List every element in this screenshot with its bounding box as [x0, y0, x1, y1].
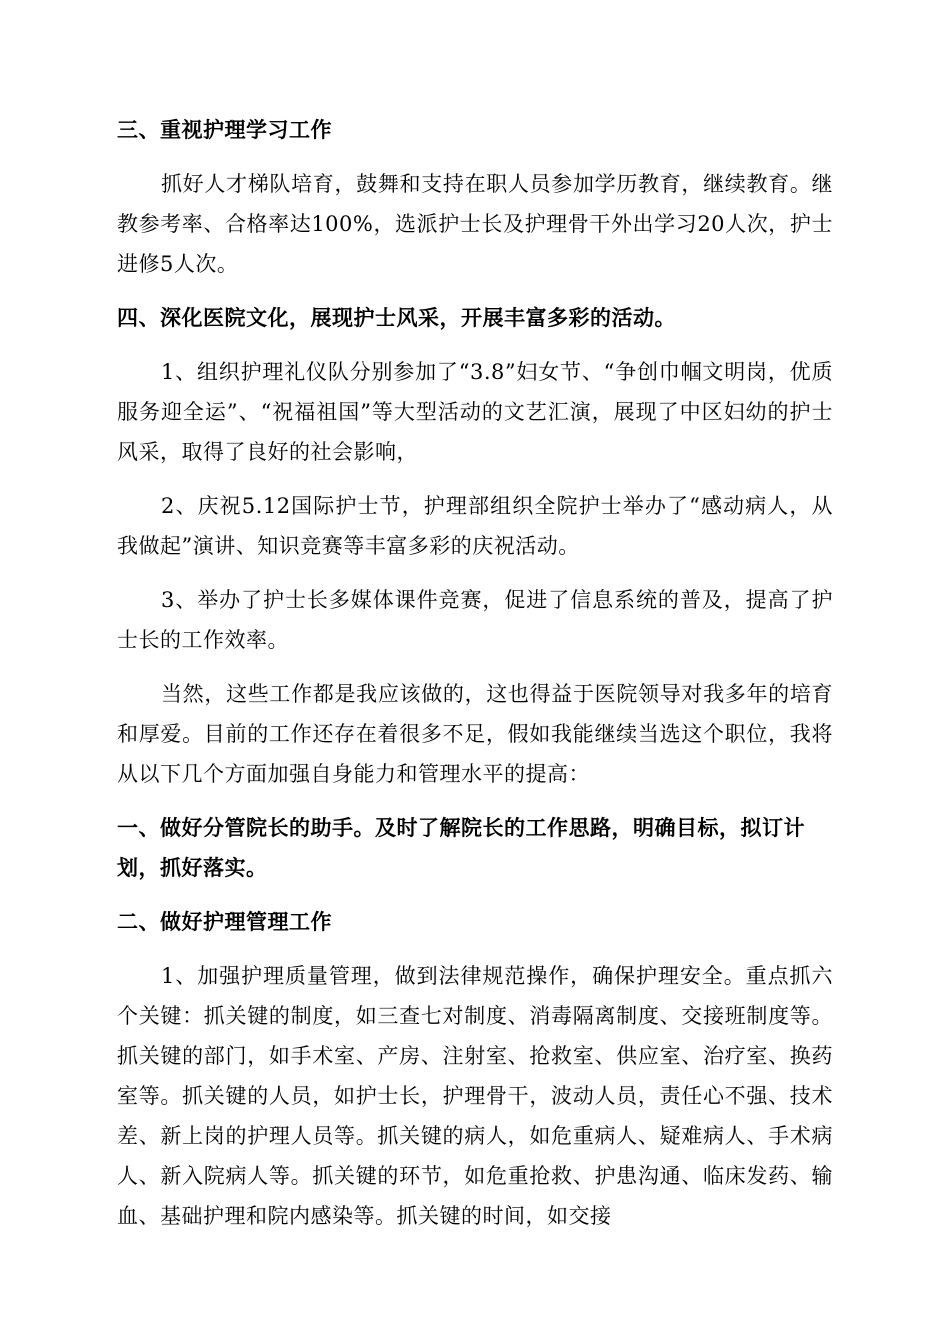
plan-heading-2: 二、做好护理管理工作 — [117, 909, 332, 934]
plan-heading-1: 一、做好分管院长的助手。及时了解院长的工作思路，明确目标，拟订计划，抓好落实。 — [117, 815, 805, 880]
paragraph-activity-1: 1、组织护理礼仪队分别参加了“3.8”妇女节、“争创巾帼文明岗，优质服务迎全运”、“祝福祖国”等大型活动的文艺汇演，展现了中区妇幼的护士风采，取得了良好的社会影响， — [117, 360, 833, 464]
section-heading-3: 三、重视护理学习工作 — [117, 117, 332, 142]
paragraph-training: 抓好人才梯队培育，鼓舞和支持在职人员参加学历教育，继续教育。继教参考率、合格率达100%，选派护士长及护理骨干外出学习20人次，护士进修5人次。 — [117, 172, 833, 276]
paragraph-quality-management: 1、加强护理质量管理，做到法律规范操作，确保护理安全。重点抓六个关键：抓关键的制度，如三查七对制度、消毒隔离制度、交接班制度等。抓关键的部门，如手术室、产房、注射室、抢救室、供应室、治疗室、换药室等。抓关键的人员，如护士长，护理骨干，波动人员，责任心不强、技术差、新上岗的护理人员等。抓关键的病人，如危重病人、疑难病人、手术病人、新入院病人等。抓关键的环节，如危重抢救、护患沟通、临床发药、输血、基础护理和院内感染等。抓关键的时间，如交接 — [117, 964, 833, 1228]
paragraph-activity-3: 3、举办了护士长多媒体课件竞赛，促进了信息系统的普及，提高了护士长的工作效率。 — [117, 588, 833, 652]
document-body — [117, 110, 833, 1250]
section-heading-4: 四、深化医院文化，展现护士风采，开展丰富多彩的活动。 — [117, 305, 676, 330]
paragraph-reflection: 当然，这些工作都是我应该做的，这也得益于医院领导对我多年的培育和厚爱。目前的工作还存在着很多不足，假如我能继续当选这个职位，我将从以下几个方面加强自身能力和管理水平的提高： — [117, 682, 833, 786]
paragraph-activity-2: 2、庆祝5.12国际护士节，护理部组织全院护士举办了“感动病人，从我做起”演讲、知识竞赛等丰富多彩的庆祝活动。 — [117, 494, 833, 558]
